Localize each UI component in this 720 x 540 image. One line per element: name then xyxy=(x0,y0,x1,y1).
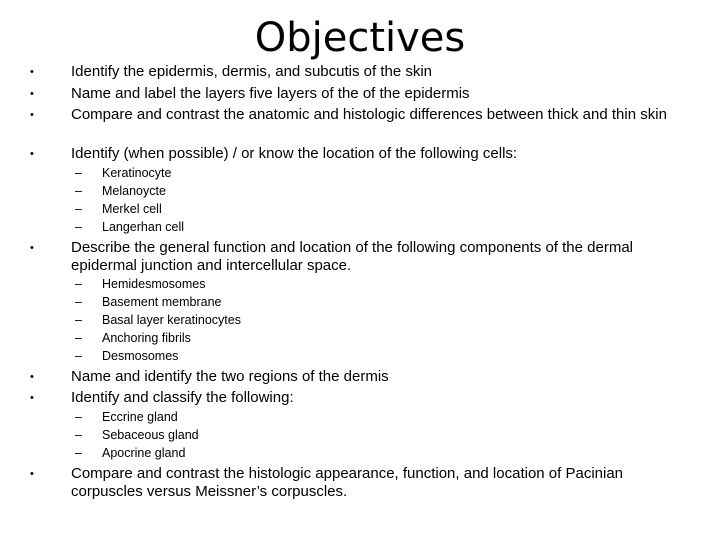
dash-icon: – xyxy=(75,202,82,216)
dash-icon: – xyxy=(75,166,82,180)
dash-icon: – xyxy=(75,410,82,424)
sub-item-text: Langerhan cell xyxy=(102,220,185,234)
sub-item-text: Desmosomes xyxy=(102,349,179,363)
objective-text: Compare and contrast the histologic appearance, function, and location of Pacinian corpuscles versus Meissner’s corpuscles. xyxy=(71,465,624,500)
sub-item-text: Keratinocyte xyxy=(102,166,172,180)
sub-item-text: Sebaceous gland xyxy=(102,428,199,442)
sub-item-text: Basal layer keratinocytes xyxy=(102,313,241,327)
sub-item-text: Merkel cell xyxy=(102,202,162,216)
slide-title: Objectives xyxy=(254,15,466,61)
bullet-icon: • xyxy=(30,66,34,78)
objective-text: Name and label the layers five layers of the of the epidermis xyxy=(71,85,470,102)
sub-item-text: Eccrine gland xyxy=(102,410,178,424)
sub-item-text: Basement membrane xyxy=(102,295,222,309)
dash-icon: – xyxy=(75,295,82,309)
bullet-icon: • xyxy=(30,392,34,404)
dash-icon: – xyxy=(75,428,82,442)
bullet-icon: • xyxy=(30,468,34,480)
dash-icon: – xyxy=(75,277,82,291)
objective-text: Name and identify the two regions of the dermis xyxy=(71,368,389,385)
dash-icon: – xyxy=(75,349,82,363)
objective-text: Identify (when possible) / or know the location of the following cells: xyxy=(71,145,518,162)
bullet-icon: • xyxy=(30,242,34,254)
dash-icon: – xyxy=(75,313,82,327)
dash-icon: – xyxy=(75,184,82,198)
sub-item-text: Anchoring fibrils xyxy=(102,331,191,345)
sub-item-text: Apocrine gland xyxy=(102,446,186,460)
bullet-icon: • xyxy=(30,371,34,383)
sub-item-text: Hemidesmosomes xyxy=(102,277,206,291)
objective-text: Describe the general function and location of the following components of the dermal epidermal junction and intercellular space. xyxy=(71,239,634,274)
dash-icon: – xyxy=(75,220,82,234)
sub-item-text: Melanoycte xyxy=(102,184,166,198)
bullet-icon: • xyxy=(30,148,34,160)
objective-text: Identify the epidermis, dermis, and subcutis of the skin xyxy=(71,63,433,80)
dash-icon: – xyxy=(75,446,82,460)
bullet-icon: • xyxy=(30,109,34,121)
bullet-icon: • xyxy=(30,88,34,100)
dash-icon: – xyxy=(75,331,82,345)
objective-text: Compare and contrast the anatomic and histologic differences between thick and thin skin xyxy=(71,106,667,123)
objective-text: Identify and classify the following: xyxy=(71,389,294,406)
